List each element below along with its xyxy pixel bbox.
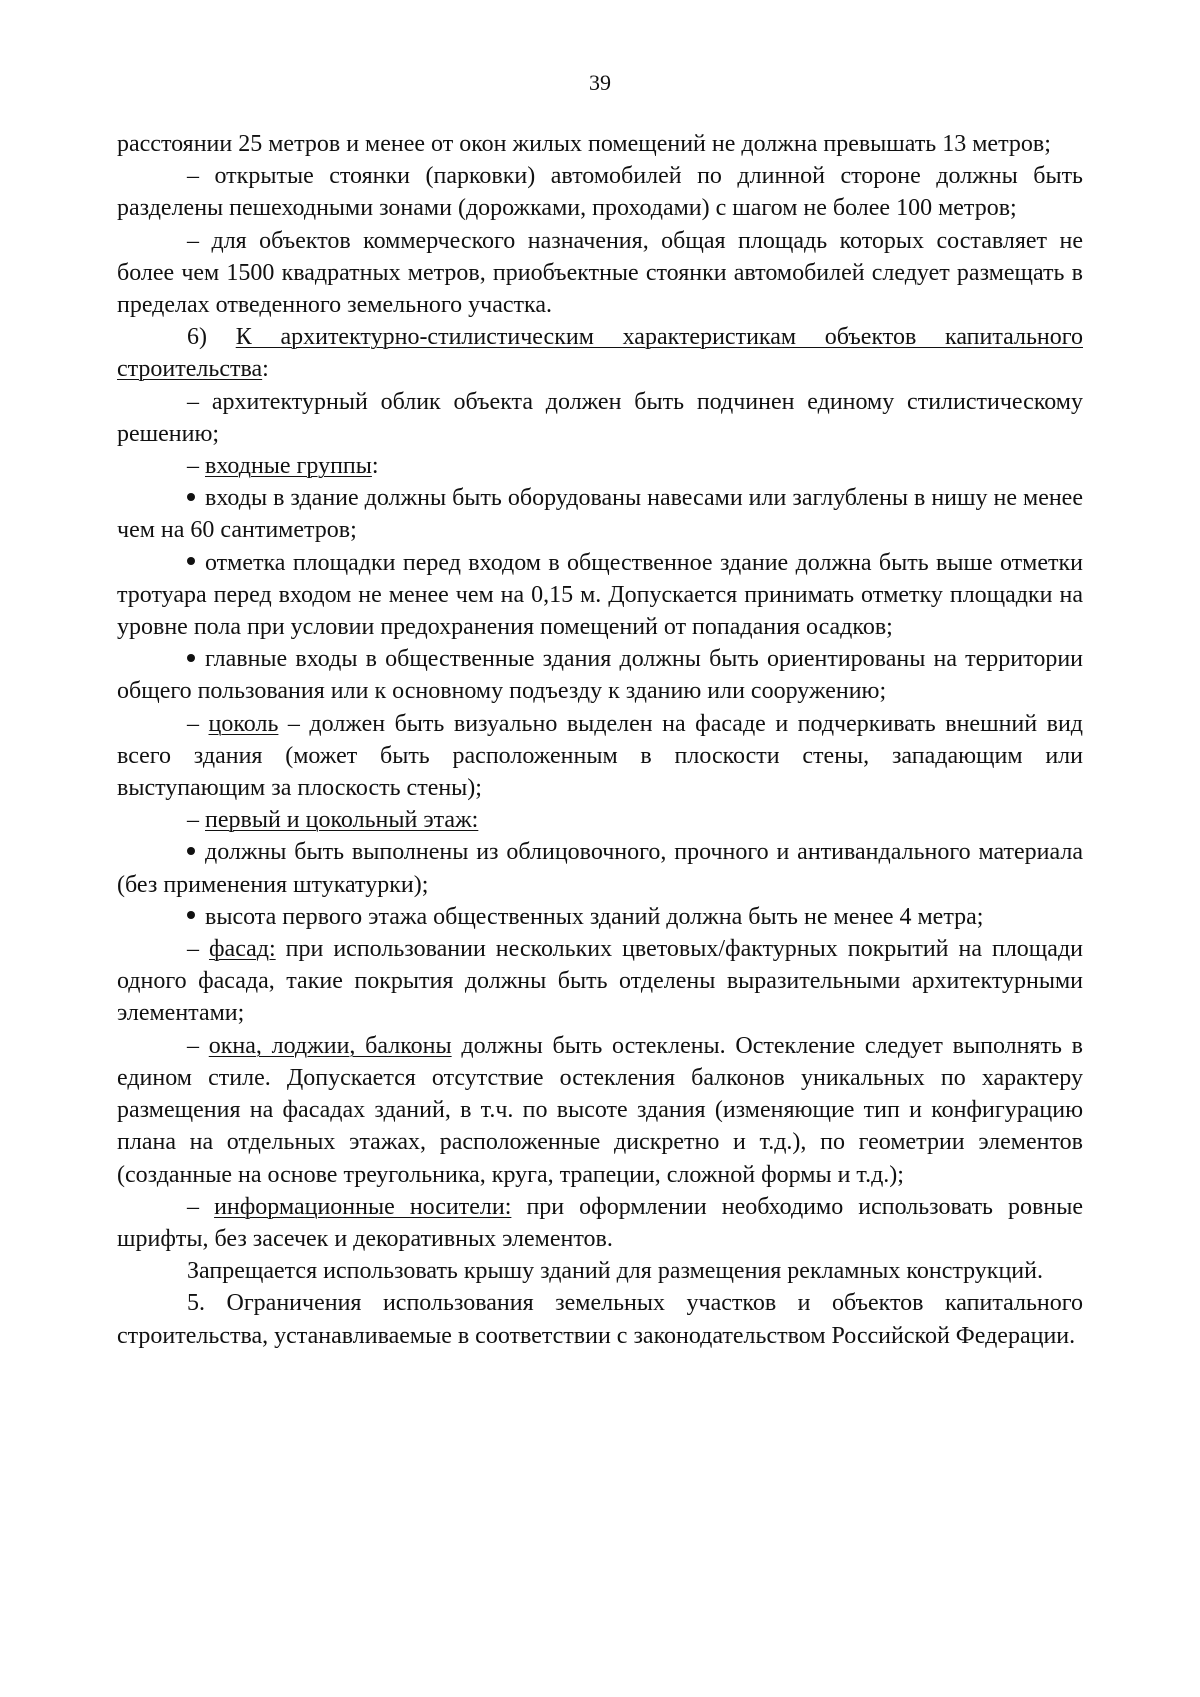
first-floor-heading xyxy=(117,804,1083,836)
bullet-icon xyxy=(187,643,205,675)
entrance-groups-label: входные группы xyxy=(205,453,372,480)
paragraph-facade xyxy=(117,933,1083,1030)
paragraph-info-carriers xyxy=(117,1191,1083,1255)
paragraph-architectural-appearance: – архитектурный облик объекта должен быть подчинен единому стилистическому решению; xyxy=(117,388,1083,447)
paragraph-plinth xyxy=(117,708,1083,805)
section-5-heading: 5. Ограничения использования земельных участков и объектов капитального строительства, устанавливаемые в соответствии с законодательством Российской Федерации. xyxy=(117,1290,1083,1349)
dash: – xyxy=(187,710,209,737)
bullet-text: входы в здание должны быть оборудованы навесами или заглублены в нишу не менее чем на 60 сантиметров; xyxy=(117,485,1083,544)
section-6-heading xyxy=(117,321,1083,385)
windows-text: должны быть остеклены. Остекление следует выполнять в едином стиле. Допускается отсутствие остекления балконов уникальных по характеру размещения на фасадах зданий, в т.ч. по высоте здания (изменяющие тип и конфигурацию плана на отдельных этажах, расположенные дискретно и т.д.), по геометрии элементов (созданные на основе треугольника, круга, трапеции, сложной формы и т.д.); xyxy=(117,1032,1084,1188)
dash: – xyxy=(187,1032,209,1059)
document-body xyxy=(117,128,1083,1352)
entrance-groups-heading xyxy=(117,450,1083,482)
first-floor-label: первый и цокольный этаж: xyxy=(205,807,479,834)
bullet-item-entrances xyxy=(117,482,1083,546)
page-number: 39 xyxy=(589,70,611,95)
dash: – xyxy=(187,453,205,480)
plinth-label: цоколь xyxy=(208,710,279,737)
bullet-text: главные входы в общественные здания должны быть ориентированы на территории общего пользования или к основному подъезду к зданию или сооружению; xyxy=(117,646,1083,705)
section-number: 6) xyxy=(187,324,236,351)
bullet-item-floor-height xyxy=(117,901,1083,933)
paragraph-parking-zones: – открытые стоянки (парковки) автомобилей по длинной стороне должны быть разделены пешеходными зонами (дорожками, проходами) с шагом не более 100 метров; xyxy=(117,163,1083,222)
bullet-icon xyxy=(187,482,205,514)
bullet-text: отметка площадки перед входом в общественное здание должна быть выше отметки тротуара перед входом не менее чем на 0,15 м. Допускается принимать отметку площадки на уровне пола при условии предохранения помещений от попадания осадков; xyxy=(117,549,1083,641)
bullet-item-platform-level xyxy=(117,547,1083,644)
dash: – xyxy=(187,936,209,963)
paragraph-1: расстоянии 25 метров и менее от окон жилых помещений не должна превышать 13 метров; xyxy=(117,131,1051,157)
section-6-title: К архитектурно-стилистическим характеристикам объектов капитального строительства xyxy=(117,324,1083,383)
bullet-text: высота первого этажа общественных зданий должна быть не менее 4 метра; xyxy=(205,903,984,930)
colon: : xyxy=(371,453,379,480)
paragraph-commercial-parking: – для объектов коммерческого назначения, общая площадь которых составляет не более чем 1500 квадратных метров, приобъектные стоянки автомобилей следует размещать в пределах отведенного земельного участка. xyxy=(117,227,1083,319)
paragraph-windows xyxy=(117,1030,1083,1191)
dash: – xyxy=(187,807,205,834)
paragraph-roof-advertising: Запрещается использовать крышу зданий для размещения рекламных конструкций. xyxy=(187,1258,1043,1285)
facade-label: фасад: xyxy=(208,936,276,963)
info-carriers-text: при оформлении необходимо использовать ровные шрифты, без засечек и декоративных элементов. xyxy=(117,1193,1084,1252)
bullet-text: должны быть выполнены из облицовочного, прочного и антивандального материала (без применения штукатурки); xyxy=(117,839,1083,898)
bullet-icon xyxy=(187,901,205,933)
plinth-text: – должен быть визуально выделен на фасаде и подчеркивать внешний вид всего здания (может быть расположенным в плоскости стены, западающим или выступающим за плоскость стены); xyxy=(117,710,1083,802)
bullet-icon xyxy=(187,836,205,868)
bullet-item-main-entrances xyxy=(117,643,1083,707)
windows-label: окна, лоджии, балконы xyxy=(208,1032,452,1059)
bullet-icon xyxy=(187,547,205,579)
info-carriers-label: информационные носители: xyxy=(214,1193,512,1220)
section-6-colon: : xyxy=(262,356,269,383)
bullet-item-cladding xyxy=(117,836,1083,900)
dash: – xyxy=(187,1193,215,1220)
facade-text: при использовании нескольких цветовых/фактурных покрытий на площади одного фасада, такие покрытия должны быть отделены выразительными архитектурными элементами; xyxy=(117,936,1083,1027)
